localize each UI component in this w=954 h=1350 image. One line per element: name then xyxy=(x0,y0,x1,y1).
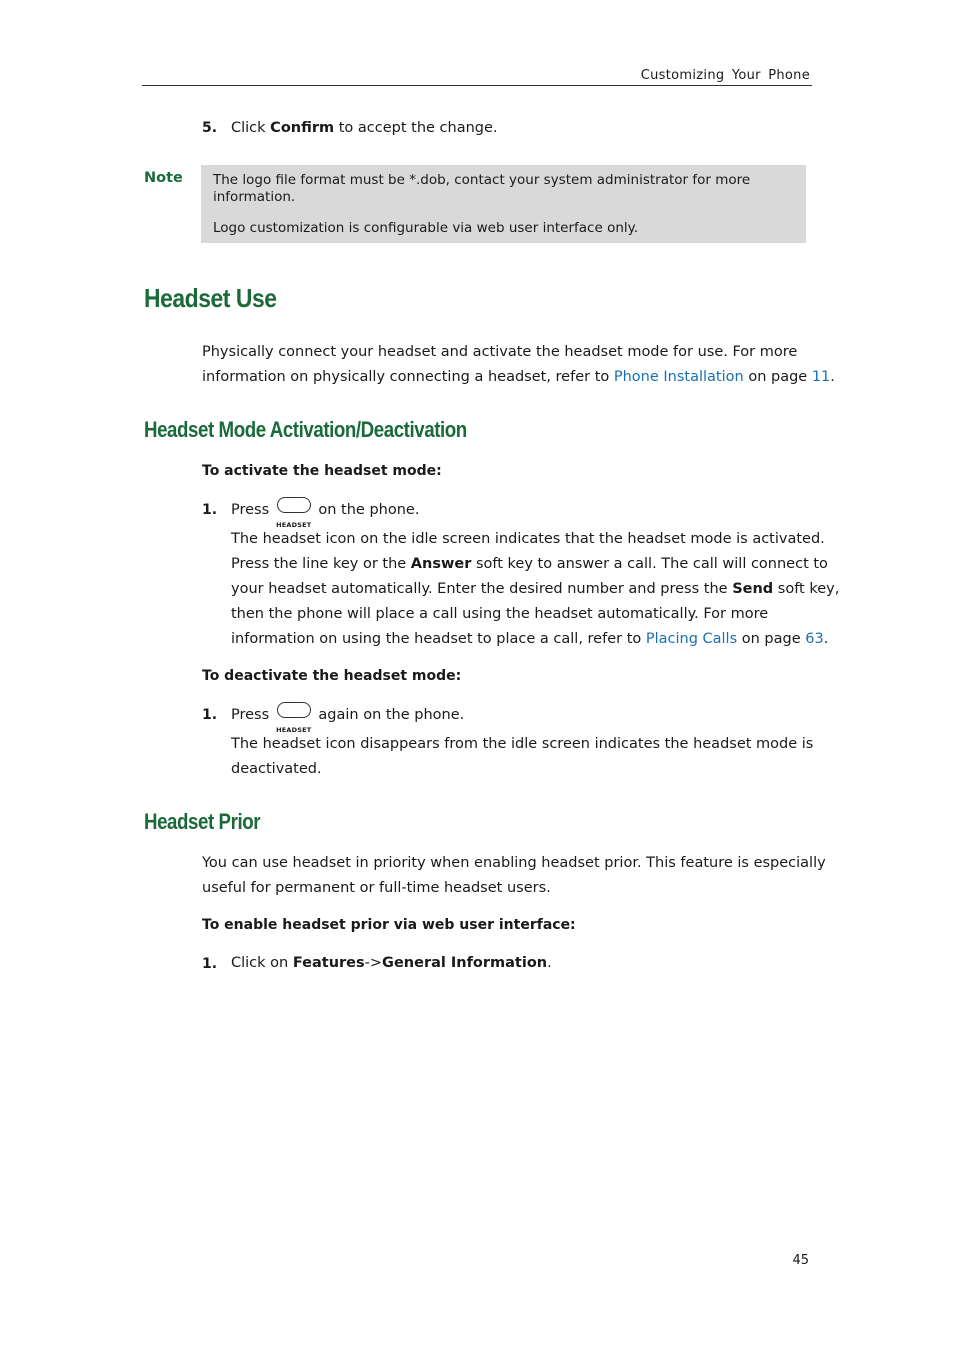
procedure-title: To enable headset prior via web user interface: xyxy=(202,917,576,933)
header-rule xyxy=(142,85,812,86)
placing-calls-link[interactable]: Placing Calls xyxy=(645,631,738,647)
running-header: Customizing Your Phone xyxy=(640,68,810,83)
section-heading-activation: Headset Mode Activation/Deactivation xyxy=(144,417,467,442)
step-number: 5. xyxy=(202,120,218,136)
note-line: Logo customization is configurable via web user interface only. xyxy=(213,220,638,236)
page-number: 45 xyxy=(792,1253,809,1268)
section-paragraph: Physically connect your headset and activate the headset mode for use. For more information on physically connecting a headset, refer to Phone Installation on page 11. xyxy=(202,344,835,385)
note-line: The logo file format must be *.dob, contact your system administrator for more xyxy=(213,172,751,188)
procedure-title: To activate the headset mode: xyxy=(202,463,442,479)
step-1-text: Press HEADSET on the phone. xyxy=(231,497,419,523)
step-5-text: Click Confirm to accept the change. xyxy=(231,120,498,136)
procedure-title: To deactivate the headset mode: xyxy=(202,668,462,684)
step-1-description: The headset icon disappears from the idle screen indicates the headset mode is deactivated. xyxy=(231,736,814,777)
step-number: 1. xyxy=(202,502,218,518)
note-line: information. xyxy=(213,189,296,205)
section-paragraph: You can use headset in priority when enabling headset prior. This feature is especially useful for permanent or full-time headset users. xyxy=(202,855,826,896)
headset-key-icon: HEADSET xyxy=(276,497,312,523)
step-number: 1. xyxy=(202,707,218,723)
section-heading-headset-use: Headset Use xyxy=(144,283,277,313)
step-number: 1. xyxy=(202,956,218,972)
headset-key-icon: HEADSET xyxy=(276,702,312,728)
phone-installation-link[interactable]: Phone Installation xyxy=(613,369,744,385)
note-label: Note xyxy=(144,170,183,186)
page-link[interactable]: 63 xyxy=(805,631,824,647)
step-1-text: Click on Features->General Information. xyxy=(231,955,552,971)
section-heading-headset-prior: Headset Prior xyxy=(144,809,261,834)
page-link[interactable]: 11 xyxy=(811,369,831,385)
step-1-text: Press HEADSET again on the phone. xyxy=(231,702,464,728)
step-1-description: The headset icon on the idle screen indicates that the headset mode is activated. Press the line key or the Answer soft key to answer a call. The call will connect to your headset automatically. Enter the desired number and press the Send soft key, then the phone will place a call using the headset automatically. For more information on using the headset to place a call, refer to Placing Calls on page 63. xyxy=(231,531,840,647)
